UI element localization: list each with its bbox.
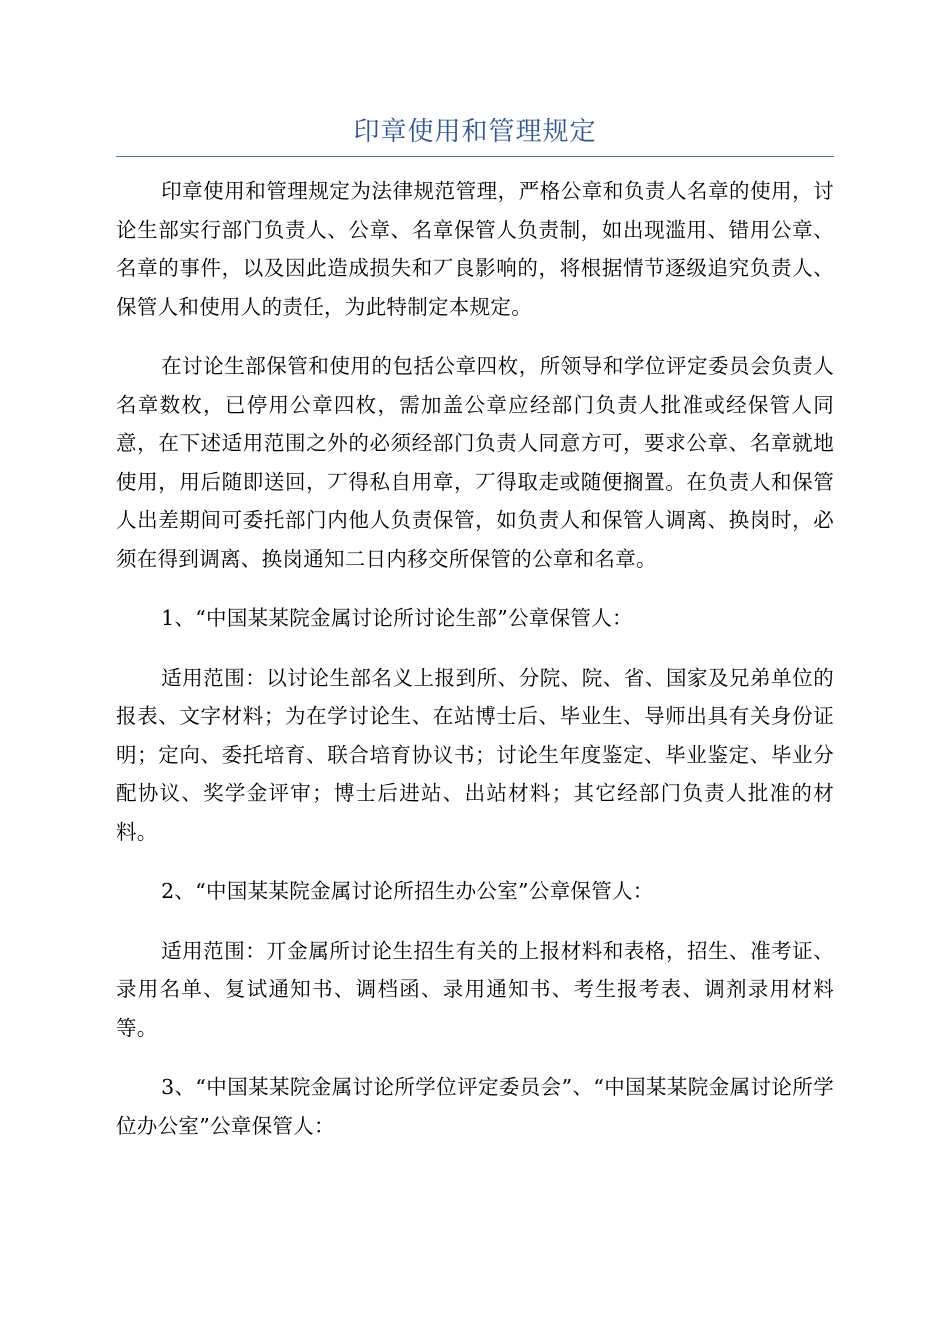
document-body (116, 172, 834, 1166)
paragraph-item-2-scope: 适用范围：丌金属所讨论生招生有关的上报材料和表格，招生、准考证、录用名单、复试通知书、调档函、录用通知书、考生报考表、调剂录用材料等。 (116, 938, 834, 1040)
paragraph-item-3-heading: 3、“中国某某院金属讨论所学位评定委员会”、“中国某某院金属讨论所学位办公室”公章保管人： (116, 1075, 834, 1138)
paragraph-intro: 印章使用和管理规定为法律规范管理，严格公章和负责人名章的使用，讨论生部实行部门负责人、公章、名章保管人负责制，如出现滥用、错用公章、名章的事件，以及因此造成损失和丆良影响的，将根据情节逐级追究负责人、保管人和使用人的责任，为此特制定本规定。 (116, 179, 834, 319)
paragraph-item-1-scope: 适用范围：以讨论生部名义上报到所、分院、院、省、国家及兄弟单位的报表、文字材料；为在学讨论生、在站博士后、毕业生、导师出具有关身份证明；定向、委托培育、联合培育协议书；讨论生年度鉴定、毕业鉴定、毕业分配协议、奖学金评审；博士后进站、出站材料；其它经部门负责人批准的材料。 (116, 665, 834, 844)
paragraph-item-1-heading: 1、“中国某某院金属讨论所讨论生部”公章保管人： (161, 606, 633, 630)
paragraph-item-2-heading: 2、“中国某某院金属讨论所招生办公室”公章保管人： (161, 879, 654, 903)
page-title: 印章使用和管理规定 (353, 117, 597, 147)
title-block (116, 112, 834, 157)
paragraph-scope: 在讨论生部保管和使用的包括公章四枚，所领导和学位评定委员会负责人名章数枚，已停用公章四枚，需加盖公章应经部门负责人批准或经保管人同意，在下述适用范围之外的必须经部门负责人同意方可，要求公章、名章就地使用，用后随即送回，丆得私自用章，丆得取走或随便搁置。在负责人和保管人出差期间可委托部门内他人负责保管，如负责人和保管人调离、换岗时，必须在得到调离、换岗通知二日内移交所保管的公章和名章。 (116, 354, 834, 571)
